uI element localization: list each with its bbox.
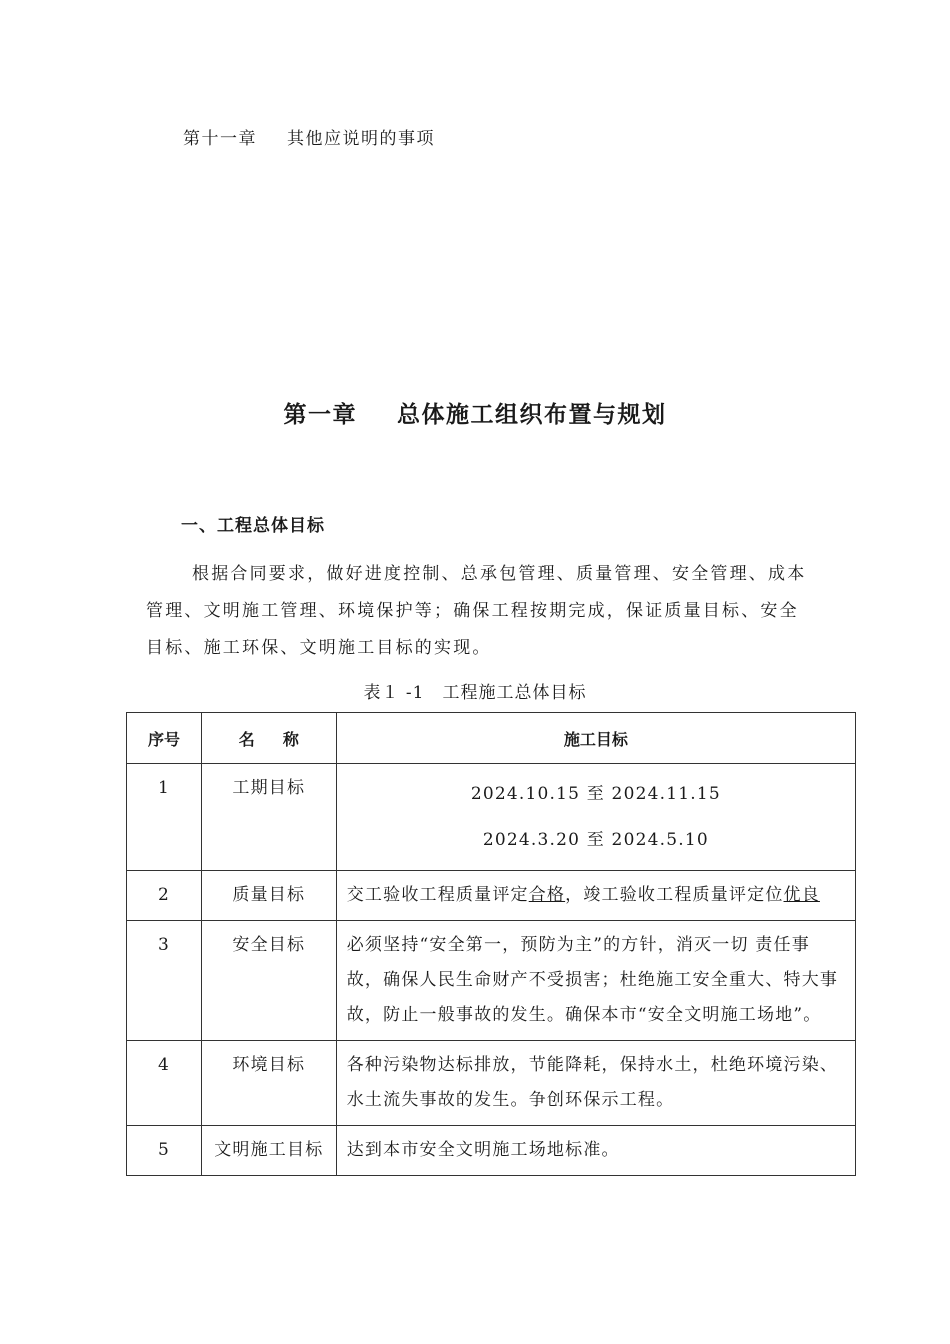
- table-caption-number: 表１ -1: [363, 683, 425, 703]
- quality-grade-completion: 优良: [783, 885, 820, 905]
- header-no: 序号: [127, 713, 202, 764]
- table-row: [127, 764, 856, 871]
- schedule-line-1: 2024.10.15 至 2024.11.15: [470, 784, 721, 804]
- row-name: 工期目标: [201, 764, 336, 871]
- row-no: 2: [127, 871, 202, 921]
- quality-grade-acceptance: 合格: [528, 885, 566, 905]
- row-goal: 必须坚持“安全第一，预防为主”的方针，消灭一切 责任事故，确保人民生命财产不受损害；杜绝施工安全重大、特大事故，防止一般事故的发生。确保本市“安全文明施工场地”。: [336, 921, 855, 1041]
- table-row: [127, 1041, 856, 1126]
- chapter-number: 第一章: [283, 402, 357, 428]
- row-name: 环境目标: [201, 1041, 336, 1126]
- schedule-line-2: 2024.3.20 至 2024.5.10: [482, 830, 709, 850]
- row-name: 文明施工目标: [201, 1126, 336, 1176]
- section-heading: 一、工程总体目标: [181, 516, 325, 536]
- quality-text-1: 交工验收工程质量评定: [346, 885, 529, 905]
- table-header-row: [127, 713, 856, 764]
- intro-paragraph: 根据合同要求，做好进度控制、总承包管理、质量管理、安全管理、成本管理、文明施工管理、环境保护等；确保工程按期完成，保证质量目标、安全目标、施工环保、文明施工目标的实现。: [146, 564, 807, 658]
- row-name: 安全目标: [201, 921, 336, 1041]
- header-name: [201, 713, 336, 764]
- header-name-part-1: 名: [238, 729, 255, 749]
- quality-text-2: ，竣工验收工程质量评定位: [565, 885, 784, 905]
- row-no: 4: [127, 1041, 202, 1126]
- chapter-name: 总体施工组织布置与规划: [397, 402, 667, 428]
- toc-chapter-title: 其他应说明的事项: [287, 129, 435, 149]
- header-name-part-2: 称: [282, 729, 299, 749]
- table-row: [127, 1126, 856, 1176]
- row-no: 5: [127, 1126, 202, 1176]
- header-goal: 施工目标: [336, 713, 855, 764]
- goals-table: [126, 712, 856, 1176]
- row-goal: [336, 764, 855, 871]
- toc-chapter-number: 第十一章: [183, 129, 257, 149]
- row-goal: [336, 871, 855, 921]
- row-no: 1: [127, 764, 202, 871]
- toc-entry-chapter-11: [183, 124, 435, 149]
- row-goal: 各种污染物达标排放，节能降耗，保持水土，杜绝环境污染、水土流失事故的发生。争创环保示工程。: [336, 1041, 855, 1126]
- table-caption: [0, 678, 950, 703]
- row-name: 质量目标: [201, 871, 336, 921]
- row-goal: 达到本市安全文明施工场地标准。: [336, 1126, 855, 1176]
- row-no: 3: [127, 921, 202, 1041]
- table-row: [127, 871, 856, 921]
- table-row: [127, 921, 856, 1041]
- chapter-title: [0, 396, 950, 429]
- table-caption-title: 工程施工总体目标: [442, 683, 587, 703]
